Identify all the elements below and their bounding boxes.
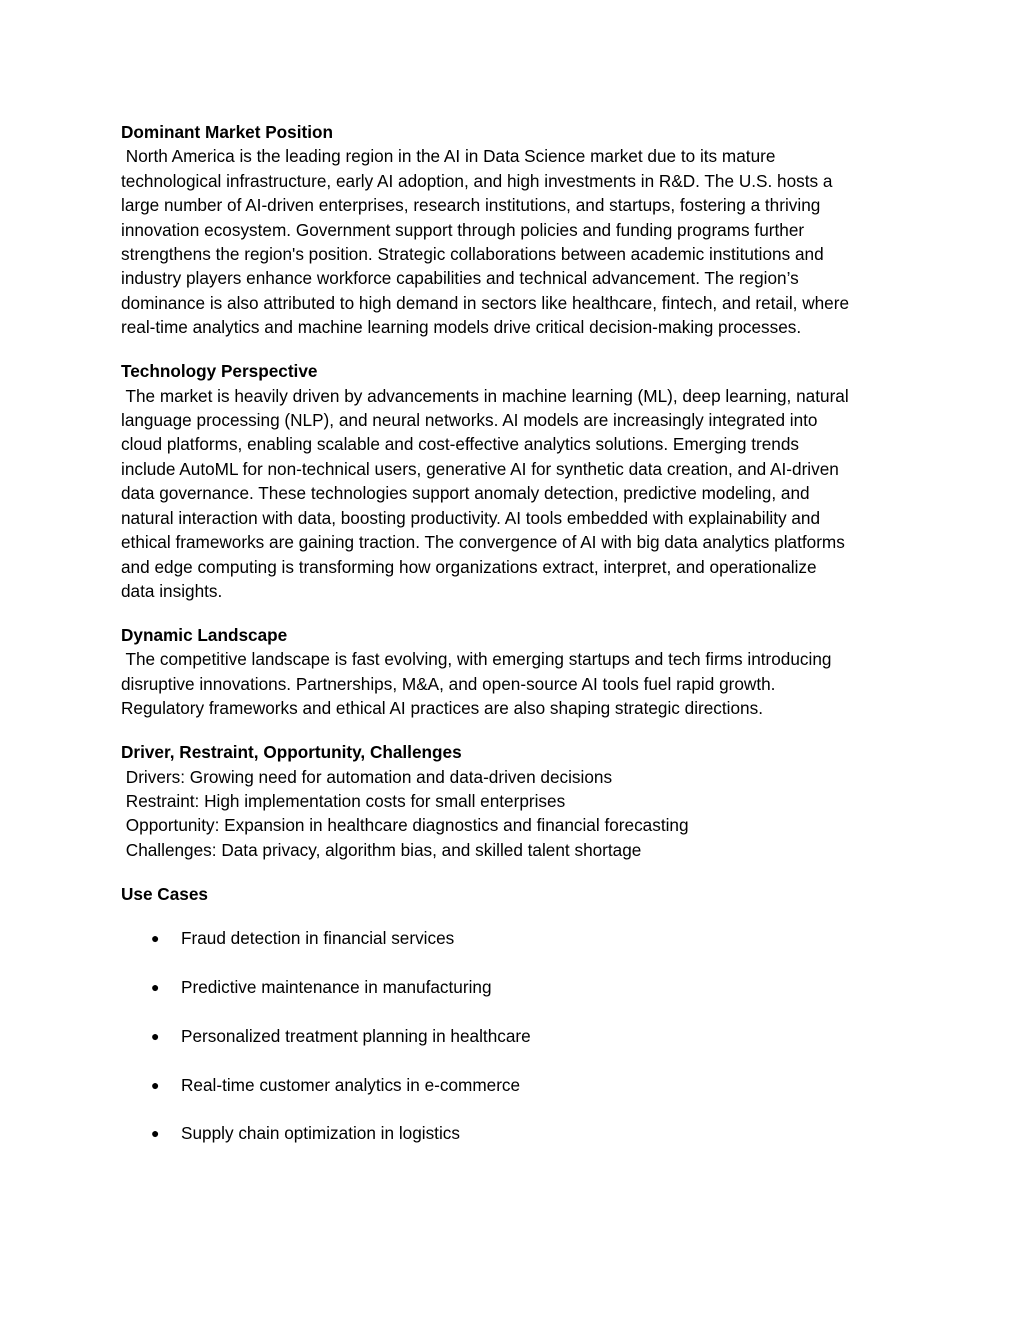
bullet-icon: ● (151, 1125, 160, 1142)
list-item (121, 1073, 911, 1097)
paragraph-line: North America is the leading region in the AI in Data Science market due to its mature (121, 146, 776, 167)
list-item (121, 1024, 911, 1048)
use-cases-list (121, 926, 911, 1146)
list-item (121, 926, 911, 950)
paragraph-line: The market is heavily driven by advancements in machine learning (ML), deep learning, natural (121, 385, 849, 406)
paragraph-line: real-time analytics and machine learning models drive critical decision-making processes. (121, 317, 802, 338)
paragraph-line: strengthens the region's position. Strategic collaborations between academic institutions and (121, 244, 824, 265)
paragraph-line: industry players enhance workforce capabilities and technical advancement. The region’s (121, 268, 799, 289)
paragraph-line: data governance. These technologies support anomaly detection, predictive modeling, and (121, 483, 810, 504)
list-item-text: Real-time customer analytics in e-commerce (181, 1074, 521, 1095)
document-page (121, 120, 911, 1165)
section-heading: Use Cases (121, 883, 208, 904)
paragraph-line: large number of AI-driven enterprises, research institutions, and startups, fostering a thriving (121, 195, 821, 216)
paragraph-line: innovation ecosystem. Government support through policies and funding programs further (121, 219, 805, 240)
list-item (121, 975, 911, 999)
paragraph-line: natural interaction with data, boosting productivity. AI tools embedded with explainability and (121, 507, 821, 528)
list-item-text: Supply chain optimization in logistics (181, 1123, 460, 1144)
section-heading: Dynamic Landscape (121, 624, 288, 645)
opportunity-line: Opportunity: Expansion in healthcare diagnostics and financial forecasting (121, 815, 689, 836)
section-dynamic-landscape (121, 623, 911, 721)
paragraph-line: dominance is also attributed to high demand in sectors like healthcare, fintech, and retail, where (121, 292, 850, 313)
section-heading: Driver, Restraint, Opportunity, Challenges (121, 742, 462, 763)
paragraph-line: cloud platforms, enabling scalable and cost-effective analytics solutions. Emerging trends (121, 434, 799, 455)
section-heading: Technology Perspective (121, 361, 318, 382)
paragraph-line: language processing (NLP), and neural networks. AI models are increasingly integrated into (121, 410, 818, 431)
paragraph-line: data insights. (121, 580, 223, 601)
paragraph-line: include AutoML for non-technical users, generative AI for synthetic data creation, and AI-driven (121, 458, 839, 479)
list-item-text: Personalized treatment planning in healthcare (181, 1025, 531, 1046)
bullet-icon: ● (151, 930, 160, 947)
section-driver-restraint-opportunity-challenges (121, 740, 911, 862)
list-item-text: Predictive maintenance in manufacturing (181, 976, 492, 997)
paragraph-line: technological infrastructure, early AI adoption, and high investments in R&D. The U.S. hosts a (121, 170, 833, 191)
list-item (121, 1121, 911, 1145)
list-item-text: Fraud detection in financial services (181, 928, 455, 949)
restraint-line: Restraint: High implementation costs for small enterprises (121, 790, 566, 811)
drivers-line: Drivers: Growing need for automation and data-driven decisions (121, 766, 613, 787)
paragraph-line: ethical frameworks are gaining traction. The convergence of AI with big data analytics platforms (121, 532, 845, 553)
challenges-line: Challenges: Data privacy, algorithm bias, and skilled talent shortage (121, 839, 642, 860)
paragraph-line: The competitive landscape is fast evolving, with emerging startups and tech firms introducing (121, 649, 832, 670)
section-use-cases (121, 882, 911, 1146)
bullet-icon: ● (151, 978, 160, 995)
paragraph-line: and edge computing is transforming how organizations extract, interpret, and operationalize (121, 556, 817, 577)
bullet-icon: ● (151, 1076, 160, 1093)
paragraph-line: disruptive innovations. Partnerships, M&A, and open-source AI tools fuel rapid growth. (121, 673, 776, 694)
paragraph-line: Regulatory frameworks and ethical AI practices are also shaping strategic directions. (121, 698, 763, 719)
section-heading: Dominant Market Position (121, 122, 333, 142)
section-dominant-market-position (121, 120, 911, 340)
bullet-icon: ● (151, 1027, 160, 1044)
section-technology-perspective (121, 359, 911, 603)
